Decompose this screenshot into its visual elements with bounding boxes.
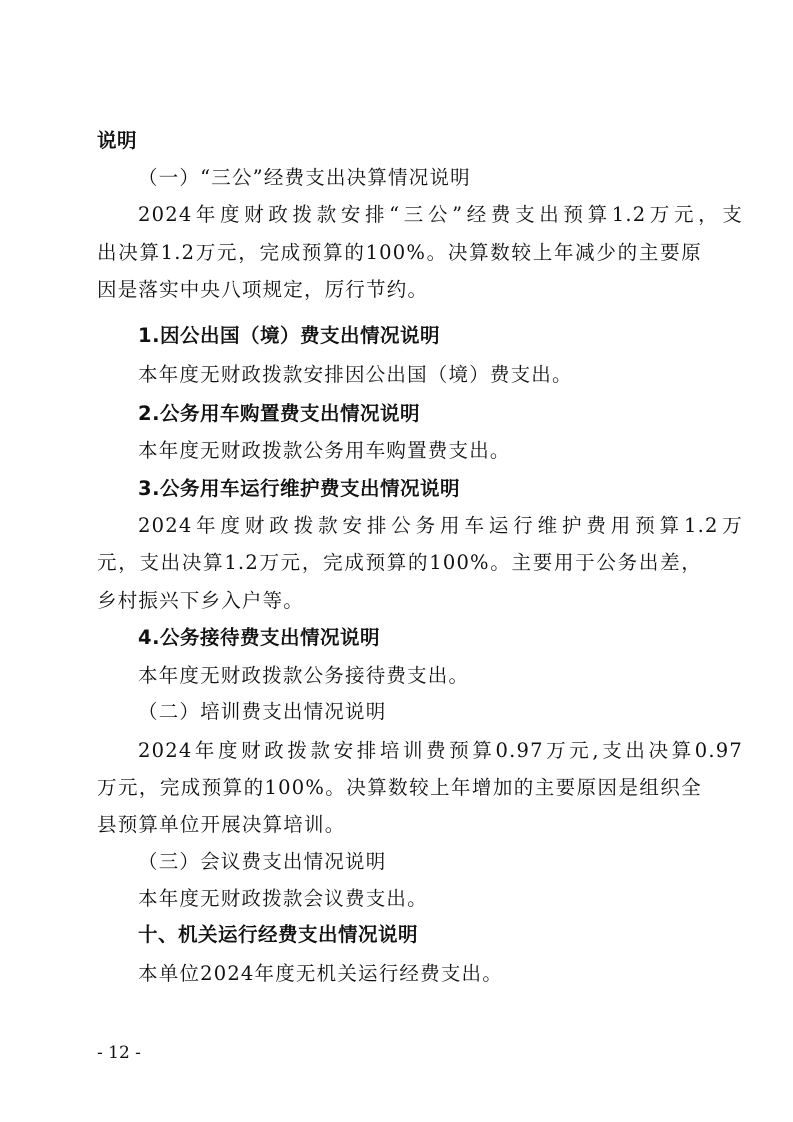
text-line: 2024年度财政拨款安排“三公”经费支出预算1.2万元，支 <box>138 203 743 226</box>
text-line: 本单位2024年度无机关运行经费支出。 <box>138 962 503 985</box>
text-line: 乡村振兴下乡入户等。 <box>97 589 305 612</box>
text-line: 说明 <box>97 129 138 152</box>
text-line: 本年度无财政拨款安排因公出国（境）费支出。 <box>138 363 573 386</box>
text-line: 2.公务用车购置费支出情况说明 <box>138 402 420 425</box>
text-line: （三）会议费支出情况说明 <box>138 850 387 873</box>
text-line: 县预算单位开展决算培训。 <box>97 813 346 836</box>
text-line: 2024年度财政拨款安排培训费预算0.97万元,支出决算0.97 <box>138 739 743 762</box>
text-line: 2024年度财政拨款安排公务用车运行维护费用预算1.2万 <box>138 514 743 537</box>
text-line: 本年度无财政拨款会议费支出。 <box>138 887 428 910</box>
text-line: （一）“三公”经费支出决算情况说明 <box>138 166 471 189</box>
text-line: 本年度无财政拨款公务用车购置费支出。 <box>138 439 511 462</box>
text-line: 1.因公出国（境）费支出情况说明 <box>138 324 440 347</box>
text-line: （二）培训费支出情况说明 <box>138 700 387 723</box>
text-line: 因是落实中央八项规定，厉行节约。 <box>97 278 429 301</box>
text-line: 元，支出决算1.2万元，完成预算的100%。主要用于公务出差， <box>97 551 702 574</box>
text-line: 本年度无财政拨款公务接待费支出。 <box>138 664 470 687</box>
text-line: 出决算1.2万元，完成预算的100%。决算数较上年减少的主要原 <box>97 241 702 264</box>
text-line: 4.公务接待费支出情况说明 <box>138 626 380 649</box>
text-line: 十、机关运行经费支出情况说明 <box>138 923 419 946</box>
text-line: 3.公务用车运行维护费支出情况说明 <box>138 477 460 500</box>
page-number: - 12 - <box>97 1043 141 1063</box>
text-line: 万元，完成预算的100%。决算数较上年增加的主要原因是组织全 <box>97 776 702 799</box>
